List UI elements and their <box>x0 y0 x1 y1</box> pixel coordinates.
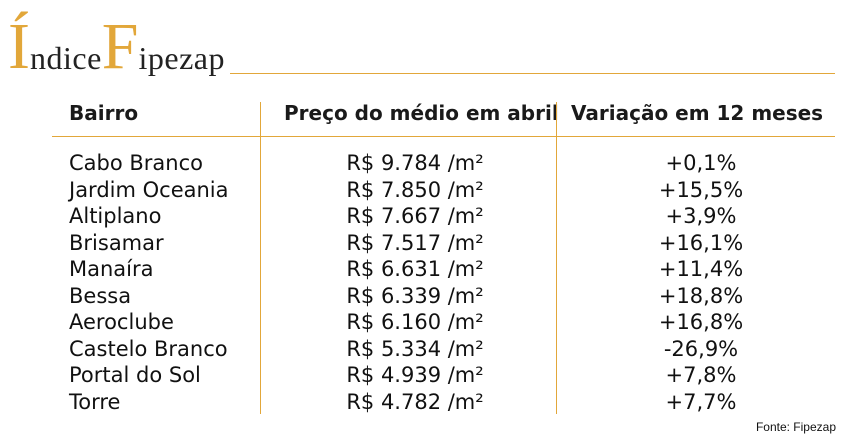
cell-preco: R$ 4.939 /m² <box>346 363 484 387</box>
table-row <box>0 283 866 310</box>
table-body <box>0 150 866 415</box>
title-initial: F <box>101 10 139 83</box>
title-text: ipezap <box>138 40 225 76</box>
cell-preco: R$ 7.667 /m² <box>346 204 484 228</box>
cell-variacao: +7,7% <box>665 389 737 414</box>
cell-variacao: +3,9% <box>665 204 737 228</box>
title-divider <box>230 73 835 74</box>
page-title <box>8 10 225 83</box>
cell-bairro: Aeroclube <box>69 310 174 334</box>
table-row <box>0 177 866 204</box>
table-header <box>52 98 835 137</box>
cell-bairro: Portal do Sol <box>69 363 201 387</box>
cell-variacao: +16,1% <box>658 230 744 255</box>
title-text: ndice <box>29 40 102 76</box>
cell-preco: R$ 6.631 /m² <box>346 257 484 281</box>
table-row <box>0 362 866 389</box>
cell-variacao: +15,5% <box>658 177 744 202</box>
cell-bairro: Cabo Branco <box>69 151 203 175</box>
table-row <box>0 309 866 336</box>
cell-preco: R$ 7.517 /m² <box>346 230 484 255</box>
cell-preco: R$ 7.850 /m² <box>346 177 484 202</box>
column-header-preco: Preço do médio em abril <box>284 101 559 125</box>
table-row <box>0 389 866 416</box>
cell-variacao: +11,4% <box>658 257 744 281</box>
cell-bairro: Brisamar <box>69 230 164 255</box>
cell-preco: R$ 6.339 /m² <box>346 283 484 308</box>
column-header-variacao: Variação em 12 meses <box>571 101 824 125</box>
cell-bairro: Torre <box>69 389 121 414</box>
table-row <box>0 256 866 283</box>
cell-variacao: +0,1% <box>665 151 737 175</box>
table-row <box>0 336 866 363</box>
cell-preco: R$ 5.334 /m² <box>346 336 484 361</box>
cell-bairro: Altiplano <box>69 204 162 228</box>
cell-bairro: Castelo Branco <box>69 336 228 361</box>
cell-preco: R$ 4.782 /m² <box>346 389 484 414</box>
cell-preco: R$ 6.160 /m² <box>346 310 484 334</box>
cell-variacao: +18,8% <box>658 283 744 308</box>
table-row <box>0 150 866 177</box>
cell-bairro: Jardim Oceania <box>69 177 229 202</box>
cell-bairro: Manaíra <box>69 257 154 281</box>
table-row <box>0 203 866 230</box>
source-note: Fonte: Fipezap <box>755 420 836 434</box>
cell-variacao: -26,9% <box>663 336 739 361</box>
table-row <box>0 230 866 257</box>
cell-variacao: +16,8% <box>658 310 744 334</box>
column-header-bairro: Bairro <box>69 101 139 125</box>
cell-variacao: +7,8% <box>665 363 737 387</box>
cell-preco: R$ 9.784 /m² <box>346 151 484 175</box>
title-initial: Í <box>8 10 30 83</box>
cell-bairro: Bessa <box>69 283 132 308</box>
